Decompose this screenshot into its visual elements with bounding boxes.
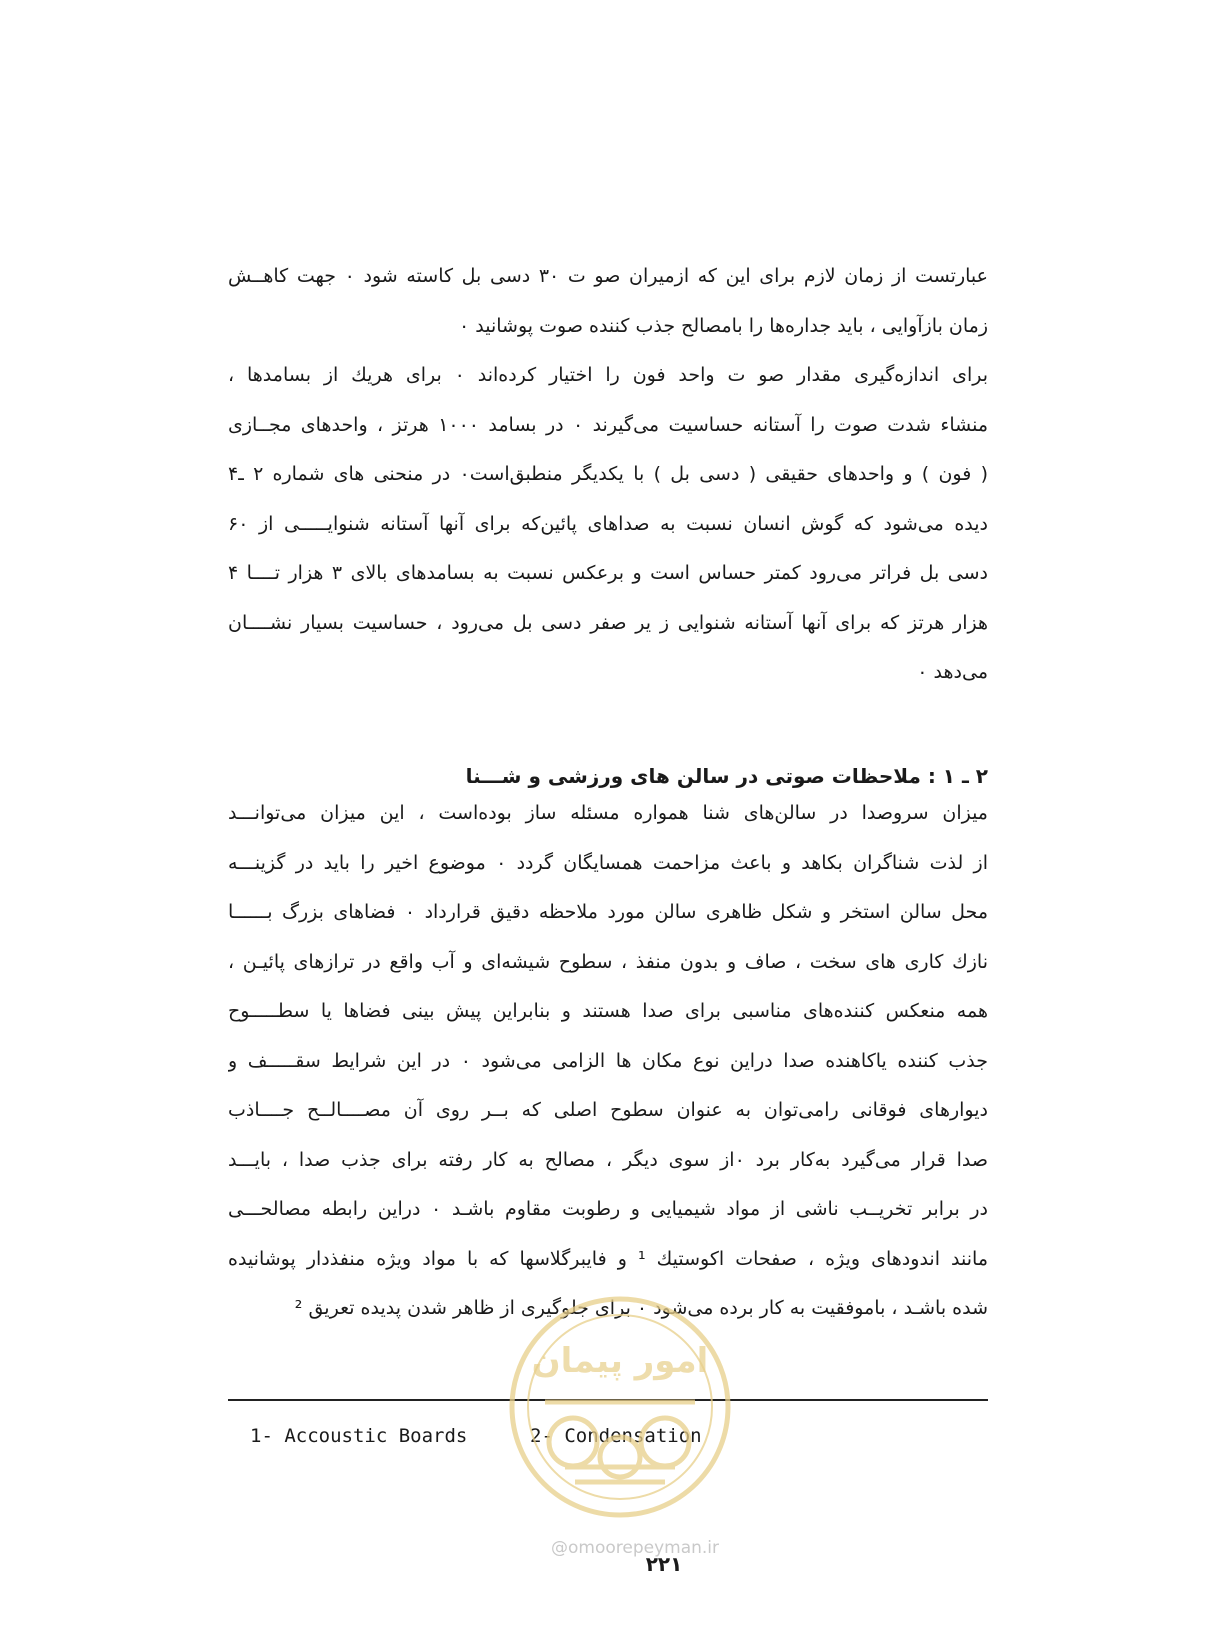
text-line: میزان سروصدا در سالن‌های شنا همواره مسئله ساز بوده‌است ، این میزان می‌توانـــد — [228, 802, 988, 824]
text-line: شده باشـد ، باموفقیت به کار برده می‌شود ۰ برای جلوگیری از ظاهر شدن پدیده تعریق ² — [294, 1297, 988, 1319]
text-line: زمان بازآوایی ، باید جداره‌ها را بامصالح جذب کننده صوت پوشانید ۰ — [459, 314, 988, 337]
text-line: محل سالن استخر و شکل ظاهری سالن مورد ملاحظه دقیق قرارداد ۰ فضاهای بزرگ بــــــا — [228, 901, 988, 923]
text-line: از لذت شناگران بکاهد و باعث مزاحمت همسایگان گردد ۰ موضوع اخیر را باید در گزینـــه — [228, 851, 988, 874]
text-line: جذب کننده یاکاهنده صدا دراین نوع مکان ها الزامی می‌شود ۰ در این شرایط سقـــــف و — [228, 1049, 988, 1072]
text-line: ( فون ) و واحدهای حقیقی ( دسی بل ) با یکدیگر منطبق‌است۰ در منحنی های شماره ۲ ـ۴ — [228, 463, 988, 485]
page-number: ۲۲۱ — [645, 1552, 683, 1576]
watermark-seal-text: امور پیمان — [531, 1341, 709, 1381]
text-line: هزار هرتز که برای آنها آستانه شنوایی ز یر صفر دسی بل می‌رود ، حساسیت بسیار نشــــان — [228, 611, 988, 634]
text-line: مانند اندودهای ویژه ، صفحات اکوستیك ¹ و فایبرگلاسها که با مواد ویژه منفذدار پوشانیده — [228, 1247, 988, 1270]
text-line: دیده می‌شود که گوش انسان نسبت به صداهای پائین‌که برای آنها آستانه شنوایـــــی از ۶۰ — [228, 512, 988, 535]
watermark-seal — [505, 1292, 735, 1522]
text-line: همه منعکس کننده‌های مناسبی برای صدا هستند و بنابراین پیش بینی فضاها یا سطـــــوح — [228, 1000, 988, 1022]
text-line: صدا قرار می‌گیرد به‌کار برد ۰از سوی دیگر ، مصالح به کار رفته برای جذب صدا ، بایـــد — [228, 1148, 988, 1171]
text-line: در برابر تخریــب ناشی از مواد شیمیایی و رطوبت مقاوم باشـد ۰ دراین رابطه مصالحـــی — [228, 1198, 988, 1220]
text-line: برای اندازه‌گیری مقدار صو ت واحد فون را اختیار کرده‌اند ۰ برای هریك از بسامدها ، — [228, 364, 988, 386]
text-line: عبارتست از زمان لازم برای این که ازمیران صو ت ۳۰ دسی بل کاسته شود ۰ جهت کاهــش — [228, 265, 988, 287]
text-line: منشاء شدت صوت را آستانه حساسیت می‌گیرند ۰ در بسامد ۱۰۰۰ هرتز ، واحدهای مجــازی — [228, 413, 988, 436]
text-line: می‌دهد ۰ — [917, 661, 988, 683]
paragraph-3 — [228, 789, 988, 1334]
paragraph-1 — [228, 252, 988, 351]
footnote-2: 2- Condensation — [530, 1425, 702, 1447]
text-line: دیوارهای فوقانی رامی‌توان به عنوان سطوح اصلی که بــر روی آن مصــــالــح جــــاذب — [228, 1099, 988, 1121]
footnote-1: 1- Accoustic Boards — [250, 1425, 468, 1447]
watermark-url: @omoorepeyman.ir — [550, 1538, 720, 1558]
text-line: دسی بل فراتر می‌رود کمتر حساس است و برعکس نسبت به بسامدهای بالای ۳ هزار تــــا ۴ — [228, 562, 988, 584]
paragraph-2 — [228, 351, 988, 698]
text-line: نازك کاری های سخت ، صاف و بدون منفذ ، سطوح شیشه‌ای و آب واقع در ترازهای پائیـن ، — [228, 950, 988, 973]
section-heading: ۲ ـ ۱ : ملاحظات صوتی در سالن های ورزشی و شـــنا — [465, 764, 988, 788]
